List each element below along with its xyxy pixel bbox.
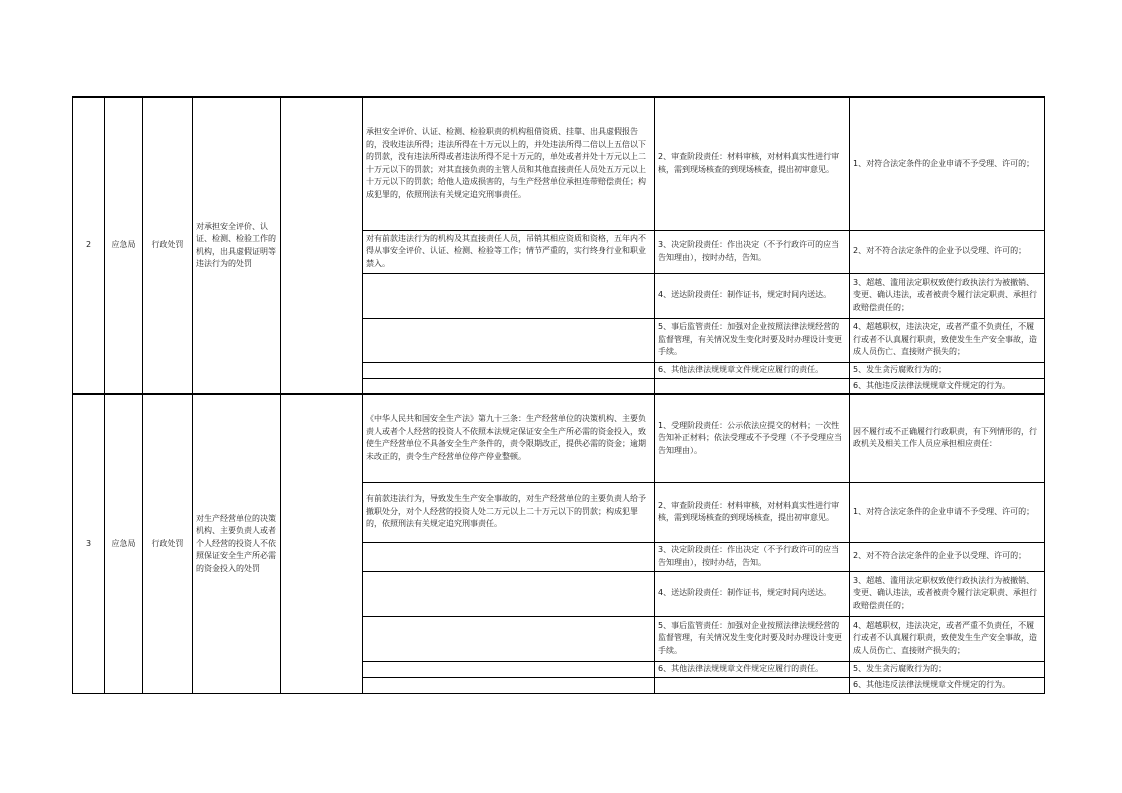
accountability-cell: 2、对不符合法定条件的企业予以受理、许可的； — [850, 542, 1045, 571]
duty-cell: 3、决定阶段责任：作出决定（不予行政许可的应当告知理由），按时办结，告知。 — [655, 230, 850, 273]
table-row — [73, 97, 1045, 230]
table-row — [73, 394, 1045, 482]
basis-cell: 承担安全评价、认证、检测、检验职责的机构租借资质、挂靠、出具虚假报告的，没收违法所得；违法所得在十万元以上的，并处违法所得二倍以上五倍以下的罚款，没有违法所得或者违法所得不足十万元的，单处或者并处十万元以上二十万元以下的罚款；对其直接负责的主管人员和其他直接责任人员处五万元以上十万元以下的罚款；给他人造成损害的，与生产经营单位承担连带赔偿责任；构成犯罪的，依照刑法有关规定追究刑事责任。 — [363, 97, 655, 230]
duty-cell — [655, 378, 850, 394]
duty-cell: 1、受理阶段责任：公示依法应提交的材料；一次性告知补正材料；依法受理或不予受理（不予受理应当告知理由）。 — [655, 394, 850, 482]
duty-cell: 5、事后监管责任：加强对企业按照法律法规经营的监督管理，有关情况发生变化时要及时办理设计变更手续。 — [655, 616, 850, 661]
power-item-cell: 对生产经营单位的决策机构、主要负责人或者个人经营的投资人不依照保证安全生产所必需的资金投入的处罚 — [193, 394, 281, 693]
duty-cell: 4、送达阶段责任：制作证书，规定时间内送达。 — [655, 273, 850, 318]
department-cell: 应急局 — [105, 394, 143, 693]
duty-cell — [655, 677, 850, 693]
power-type-cell: 行政处罚 — [143, 394, 193, 693]
accountability-cell: 3、超越、滥用法定职权致使行政执法行为被撤销、变更、确认违法，或者被责令履行法定职责、承担行政赔偿责任的； — [850, 273, 1045, 318]
accountability-cell: 因不履行或不正确履行行政职责，有下列情形的，行政机关及相关工作人员应承担相应责任： — [850, 394, 1045, 482]
department-cell: 应急局 — [105, 97, 143, 394]
basis-cell: 有前款违法行为，导致发生生产安全事故的，对生产经营单位的主要负责人给予撤职处分，对个人经营的投资人处二万元以上二十万元以下的罚款；构成犯罪的，依照刑法有关规定追究刑事责任。 — [363, 482, 655, 542]
accountability-cell: 4、超越职权，违法决定，或者严重不负责任，不履行或者不认真履行职责，致使发生生产安全事故，造成人员伤亡、直接财产损失的； — [850, 318, 1045, 362]
power-item-cell: 对承担安全评价、认证、检测、检验工作的机构，出具虚假证明等违法行为的处罚 — [193, 97, 281, 394]
row-number: 2 — [73, 97, 105, 394]
basis-cell: 对有前款违法行为的机构及其直接责任人员，吊销其相应资质和资格，五年内不得从事安全评价、认证、检测、检验等工作；情节严重的，实行终身行业和职业禁入。 — [363, 230, 655, 273]
basis-cell — [363, 661, 655, 677]
basis-cell — [363, 318, 655, 362]
duty-cell: 4、送达阶段责任：制作证书，规定时间内送达。 — [655, 571, 850, 616]
row-number: 3 — [73, 394, 105, 693]
accountability-cell: 5、发生贪污腐败行为的； — [850, 661, 1045, 677]
duty-cell: 6、其他法律法规规章文件规定应履行的责任。 — [655, 661, 850, 677]
accountability-cell: 2、对不符合法定条件的企业予以受理、许可的； — [850, 230, 1045, 273]
power-type-cell: 行政处罚 — [143, 97, 193, 394]
basis-cell — [363, 273, 655, 318]
duty-cell: 5、事后监管责任：加强对企业按照法律法规经营的监督管理，有关情况发生变化时要及时办理设计变更手续。 — [655, 318, 850, 362]
accountability-cell: 1、对符合法定条件的企业申请不予受理、许可的； — [850, 482, 1045, 542]
accountability-cell: 5、发生贪污腐败行为的； — [850, 362, 1045, 378]
duty-cell: 3、决定阶段责任：作出决定（不予行政许可的应当告知理由），按时办结，告知。 — [655, 542, 850, 571]
basis-cell — [363, 362, 655, 378]
accountability-cell: 3、超越、滥用法定职权致使行政执法行为被撤销、变更、确认违法，或者被责令履行法定职责、承担行政赔偿责任的； — [850, 571, 1045, 616]
accountability-cell: 6、其他违反法律法规规章文件规定的行为。 — [850, 378, 1045, 394]
duty-cell: 2、审查阶段责任：材料审核，对材料真实性进行审核，需到现场核查的到现场核查，提出初审意见。 — [655, 97, 850, 230]
basis-cell — [363, 677, 655, 693]
basis-cell — [363, 616, 655, 661]
basis-cell — [363, 378, 655, 394]
empty-cell — [281, 97, 363, 394]
power-responsibility-table — [72, 96, 1045, 694]
accountability-cell: 1、对符合法定条件的企业申请不予受理、许可的； — [850, 97, 1045, 230]
duty-cell: 6、其他法律法规规章文件规定应履行的责任。 — [655, 362, 850, 378]
accountability-cell: 6、其他违反法律法规规章文件规定的行为。 — [850, 677, 1045, 693]
basis-cell — [363, 571, 655, 616]
accountability-cell: 4、超越职权，违法决定，或者严重不负责任，不履行或者不认真履行职责，致使发生生产安全事故，造成人员伤亡、直接财产损失的； — [850, 616, 1045, 661]
empty-cell — [281, 394, 363, 693]
duty-cell: 2、审查阶段责任：材料审核，对材料真实性进行审核，需到现场核查的到现场核查，提出初审意见。 — [655, 482, 850, 542]
basis-cell — [363, 542, 655, 571]
responsibility-table-page — [72, 96, 1044, 694]
basis-cell: 《中华人民共和国安全生产法》第九十三条：生产经营单位的决策机构、主要负责人或者个人经营的投资人不依照本法规定保证安全生产所必需的资金投入，致使生产经营单位不具备安全生产条件的，责令限期改正，提供必需的资金；逾期未改正的，责令生产经营单位停产停业整顿。 — [363, 394, 655, 482]
